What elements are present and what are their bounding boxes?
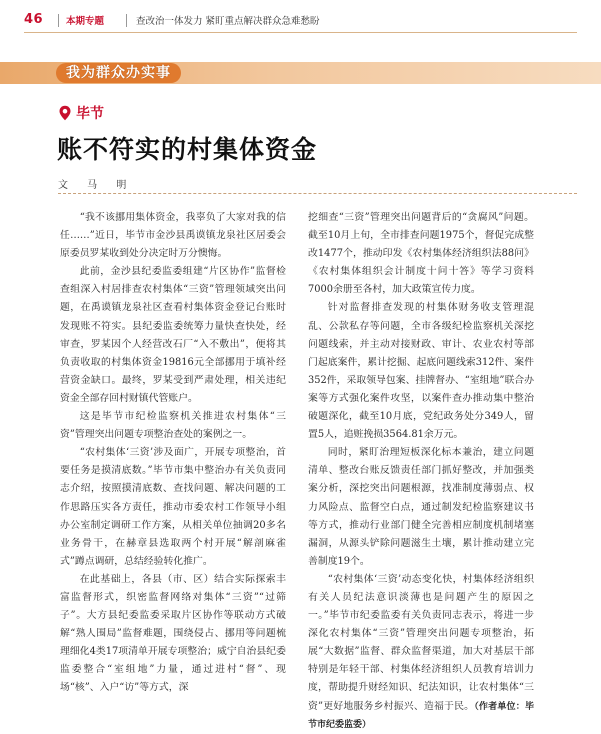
article-title: 账不符实的村集体资金 [57,135,318,164]
paragraph: 这是毕节市纪检监察机关推进农村集体“三资”管理突出问题专项整治查处的案例之一。 [60,411,286,441]
page-number: 46 [24,12,44,27]
paragraph-last [308,571,534,734]
article-column-left [60,209,286,698]
paragraph: 此前，金沙县纪委监委组建“片区协作”监督检查组深入村居排查农村集体“三资”管理领域突出问题，在禹谟镇龙泉社区查看村集体资金登记台账时发现账不符实。县纪委监委统筹力量快查快处，经审查，罗某因个人经营改石厂“入不敷出”，便将其负责收取的村集体资金19816元全部挪用于填补经营资金缺口。最终，罗某受到严肃处理，相关违纪资金全部存回村财镇代管账户。 [60,266,286,404]
paragraph: 同时，紧盯治理短板深化标本兼治，建立问题清单、整改台账反馈责任部门抓好整改，并加强类案分析，深挖突出问题根源，找准制度薄弱点、权力风险点、监督空白点，通过制发纪检监察建议书等方式，推动行业部门健全完善相应制度机制堵塞漏洞，从源头铲除问题滋生土壤，累计推动建立完善制度19个。 [308,447,534,567]
running-title: 查改治一体发力 紧盯重点解决群众急难愁盼 [136,16,320,27]
paragraph-text: “农村集体‘三资’动态变化快，村集体经济组织有关人员纪法意识淡薄也是问题产生的原因之一。”毕节市纪委监委有关负责同志表示，将进一步深化农村集体“三资”管理突出问题专项整治，拓展“大数据”监督、群众监督渠道，加大对基层干部特别是年轻干部、村集体经济组织人员教育培训力度，帮助提升财经知识、纪法知识，让农村集体“三资”更好地服务乡村振兴、造福于民。 [308,573,534,712]
author-note: （作者单位：毕节市纪委监委） [308,701,534,730]
map-pin-icon [58,105,72,121]
paragraph: “农村集体‘三资’涉及面广，开展专项整治，首要任务是摸清底数。”毕节市集中整治办有关负责同志介绍，按照摸清底数、查找问题、解决问题的工作思路压实各方责任，推动市委农村工作领导小组办公室制定调研工作方案，从相关单位抽调20多名业务骨干，在赫章县选取两个村开展“解剖麻雀式”蹲点调研，总结经验转化推广。 [60,447,286,567]
section-tag: 本期专题 [66,16,105,27]
header-rule [24,32,577,33]
location-tag [58,103,104,123]
header-divider [58,14,59,27]
paragraph: 挖细查“三资”管理突出问题背后的“贪腐风”问题。截至10月上旬，全市排查问题1975个，督促完成整改1477个，推动印发《农村集体经济组织法88问》《农村集体组织会计制度十问十答》等学习资料7000余册至各村，加大政策宣传力度。 [308,212,534,296]
paragraph: 针对监督排查发现的村集体财务收支管理混乱、公款私存等问题，全市各级纪检监察机关深挖问题线索，并主动对接财政、审计、农业农村等部门起底案件，累计挖掘、起底问题线索312件、案件352件，采取领导包案、挂牌督办、“室组地”联合办案等方式强化案件攻坚，以案件查办推动集中整治破题深化，截至10月底，党纪政务处分349人，留置5人，追赃挽损3564.81余万元。 [308,302,534,441]
page-header [0,0,601,44]
header-divider [126,14,127,27]
column-banner-label: 我为群众办实事 [56,63,181,83]
article-column-right [308,209,534,734]
location-text: 毕节 [76,106,104,122]
byline: 文 马 明 [58,180,135,191]
paragraph: “我不该挪用集体资金，我辜负了大家对我的信任……”近日，毕节市金沙县禹谟镇龙泉社区居委会原委员罗某收到处分决定时万分懊悔。 [60,212,286,260]
paragraph: 在此基础上，各县（市、区）结合实际探索丰富监督形式，织密监督网络对集体“三资”“过筛子”。大方县纪委监委采取片区协作等联动方式破解“熟人围局”监督难题，围绕侵占、挪用等问题梳理细化4类17项清单开展专项整治；威宁自治县纪委监委整合“室组地”力量，通过进村“督”、现场“核”、入户“访”等方式，深 [60,573,286,694]
byline-divider [58,193,577,194]
